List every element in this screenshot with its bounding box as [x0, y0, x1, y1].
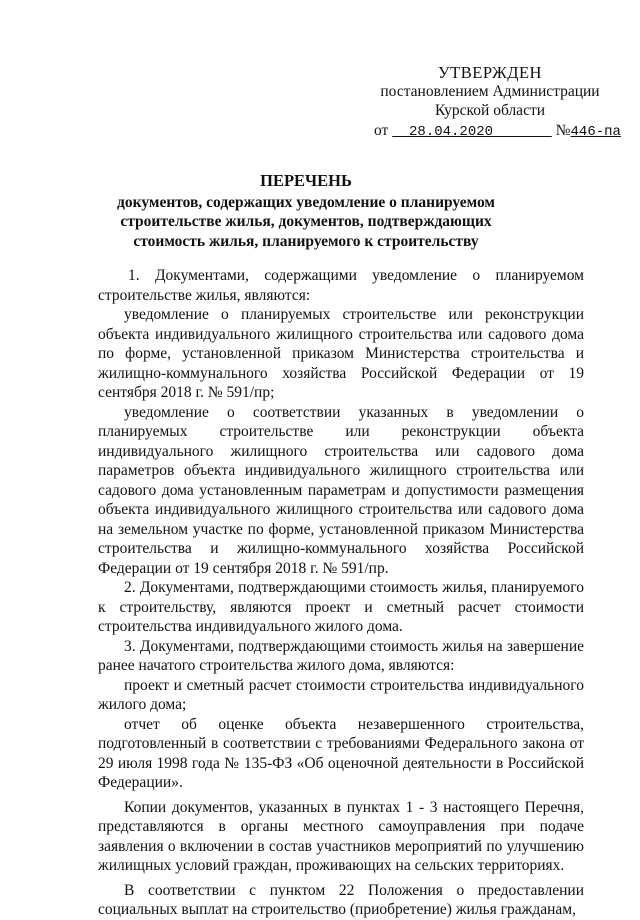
approval-heading: УТВЕРЖДЕН [438, 63, 542, 82]
paragraph-7: отчет об оценке объекта незавершенного строительства, подготовленный в соответствии с требованиями Федерального закона от 29 июля 1998 года № 135-ФЗ «Об оценочной деятельности в Российской Федерации». [98, 715, 584, 791]
paragraph-8: Копии документов, указанных в пунктах 1 - 3 настоящего Перечня, представляются в органы местного самоуправления при подаче заявления о включении в состав участников мероприятий по улучшению жилищных условий граждан, проживающих на сельских территориях. [98, 798, 584, 874]
paragraph-3: уведомление о соответствии указанных в уведомлении о планируемых строительстве или реконструкции объекта индивидуального жилищного строительства или садового дома параметров объекта индивидуального жилищного строительства или садового дома установленным параметрам и допустимости размещения объекта индивидуального жилищного строительства или садового дома на земельном участке по форме, установленной приказом Министерства строительства и жилищно-коммунального хозяйства Российской Федерации от 19 сентября 2018 г. № 591/пр. [98, 403, 584, 577]
paragraph-5: 3. Документами, подтверждающими стоимость жилья на завершение ранее начатого строительства жилого дома, являются: [98, 637, 584, 674]
approval-date-line [370, 121, 621, 142]
number-sign: № [555, 122, 571, 139]
paragraph-6: проект и сметный расчет стоимости строительства индивидуального жилого дома; [98, 676, 584, 713]
approval-line-2: Курской области [434, 102, 546, 119]
paragraph-9: В соответствии с пунктом 22 Положения о предоставлении социальных выплат на строительство (приобретение) жилья гражданам, [98, 881, 584, 918]
paragraph-4: 2. Документами, подтверждающими стоимость жилья, планируемого к строительству, являются проект и сметный расчет стоимости строительства индивидуального жилого дома. [98, 579, 584, 635]
document-title [96, 171, 516, 251]
title-subtitle: документов, содержащих уведомление о планируемом строительстве жилья, документов, подтверждающих стоимость жилья, планируемого к строительству [117, 193, 495, 250]
date-prefix: от [374, 122, 389, 139]
approval-number: 446-па [570, 124, 621, 140]
document-body [98, 266, 584, 920]
paragraph-2: уведомление о планируемых строительстве или реконструкции объекта индивидуального жилищного строительства или садового дома по форме, установленной приказом Министерства строительства и жилищно-коммунального хозяйства Российской Федерации от 19 сентября 2018 г. № 591/пр; [98, 306, 584, 401]
title-main: ПЕРЕЧЕНЬ [260, 171, 352, 190]
approval-date: 28.04.2020 [409, 124, 494, 140]
approval-stamp [370, 63, 621, 142]
paragraph-1: 1. Документами, содержащими уведомление о планируемом строительстве жилья, являются: [98, 267, 584, 304]
approval-line-1: постановлением Администрации [380, 83, 600, 100]
